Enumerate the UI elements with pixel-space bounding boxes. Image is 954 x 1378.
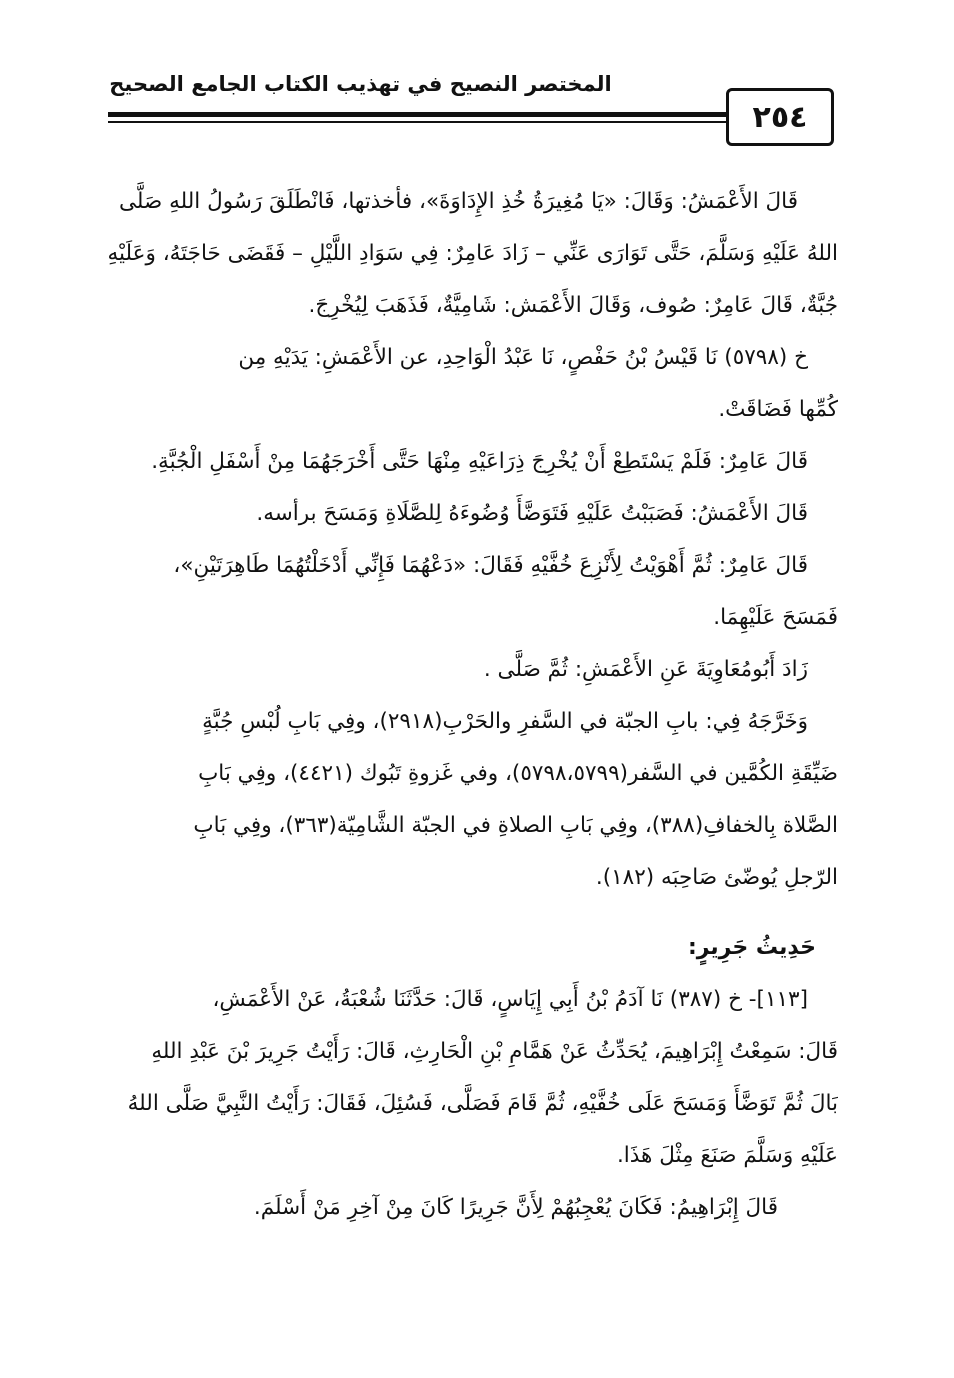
page-number: ٢٥٤ [726, 88, 834, 146]
page-header [108, 68, 838, 158]
text-line: عَلَيْهِ وَسَلَّمَ صَنَعَ مِثْلَ هَذَا. [616, 1143, 838, 1168]
text-line: زَادَ أَبُومُعَاوِيَةَ عَنِ الأَعْمَشِ: ثُمَّ صَلَّى . [483, 657, 808, 682]
text-line: قَالَ الأَعْمَشُ: وَقَالَ: «يَا مُغِيرَةُ خُذِ الإِدَاوَةَ»، فأخذتها، فَانْطَلَقَ رَسُولُ اللهِ صَلَّى [118, 189, 798, 214]
text-line: بَالَ ثُمَّ تَوَضَّأَ وَمَسَحَ عَلَى خُفَّيْهِ، ثُمَّ قَامَ فَصَلَّى، فَسُئِلَ، فَقَالَ: رَأَيْتُ النَّبِيَّ صَلَّى اللهُ [127, 1091, 838, 1116]
text-line: قَالَ الأَعْمَشُ: فَصَبَبْتُ عَلَيْهِ فَتَوَضَّأَ وُضُوءَهُ لِلصَّلَاةِ وَمَسَحَ برأسه. [256, 501, 808, 526]
text-line: فَمَسَحَ عَلَيْهِمَا. [713, 605, 838, 630]
text-line: قَالَ إِبْرَاهِيمُ: فَكَانَ يُعْجِبُهُمْ لِأَنَّ جَرِيرًا كَانَ مِنْ آخِرِ مَنْ أَسْلَمَ. [253, 1195, 778, 1220]
text-line: الصَّلاة بِالخفافِ(٣٨٨)، وفِي بَابِ الصلاةِ في الجبّة الشَّامِيّة(٣٦٣)، وفِي بَابِ [193, 813, 838, 838]
text-line: [١١٣]- خ (٣٨٧) نَا آدَمُ بْنُ أَبِي إِيَاسٍ، قَالَ: حَدَّثَنَا شُعْبَةُ، عَنْ الأَعْمَشِ، [212, 987, 808, 1012]
text-line: قَالَ: سَمِعْتُ إِبْرَاهِيمَ، يُحَدِّثُ عَنْ هَمَّامِ بْنِ الْحَارِثِ، قَالَ: رَأَيْتُ جَرِيرَ بْنَ عَبْدِ اللهِ [151, 1039, 838, 1064]
text-line: الرّجلِ يُوضّئ صَاحِبَه (١٨٢). [595, 865, 838, 890]
section-heading: حَدِيثُ جَرِيرٍ: [687, 935, 816, 960]
book-title: المختصر النصيح في تهذيب الكتاب الجامع الصحيح [109, 72, 612, 96]
text-line: اللهُ عَلَيْهِ وَسَلَّمَ، حَتَّى تَوَارَى عَنِّي – زَادَ عَامِرٌ: فِي سَوَادِ اللَّيْلِ – فَقَضَى حَاجَتَهُ، وَعَلَيْهِ [108, 241, 838, 266]
text-line: وَخَرَّجَهُ فِي: بابِ الجبّة في السَّفرِ والحَرْبِ(٢٩١٨)، وفِي بَابِ لُبْسِ جُبَّةٍ [202, 709, 808, 734]
text-line: ضَيِّقَةِ الكُمَّين في السَّفر(٥٧٩٨،٥٧٩٩)، وفي غَزوةِ تَبُوك (٤٤٢١)، وفِي بَابِ [198, 761, 838, 786]
text-line: قَالَ عَامِرٌ: ثُمَّ أَهْوَيْتُ لِأَنْزِعَ خُفَّيْهِ فَقَالَ: «دَعْهُمَا فَإِنِّي أَدْخَلْتُهُمَا طَاهِرَتَيْنِ»، [173, 553, 808, 578]
page-body [108, 176, 838, 1234]
text-line: قَالَ عَامِرٌ: فَلَمْ يَسْتَطِعْ أَنْ يُخْرِجَ ذِرَاعَيْهِ مِنْهَا حَتَّى أَخْرَجَهُمَا مِنْ أَسْفَلِ الْجُبَّةِ. [151, 449, 808, 474]
text-line: كُمِّها فَضَاقَتْ. [718, 397, 838, 422]
header-rule-thin [108, 121, 730, 123]
text-line: جُبَّةٌ، قَالَ عَامِرٌ: صُوف، وَقَالَ الأَعْمَش: شَامِيَّةٌ، فَذَهَبَ لِيُخْرِجَ. [308, 293, 838, 318]
text-line: خ (٥٧٩٨) نَا قَيْسُ بْنُ حَفْصٍ، نَا عَبْدُ الْوَاحِدِ، عن الأَعْمَشِ: يَدَيْهِ مِن [238, 345, 808, 370]
header-rule-thick [108, 112, 730, 117]
